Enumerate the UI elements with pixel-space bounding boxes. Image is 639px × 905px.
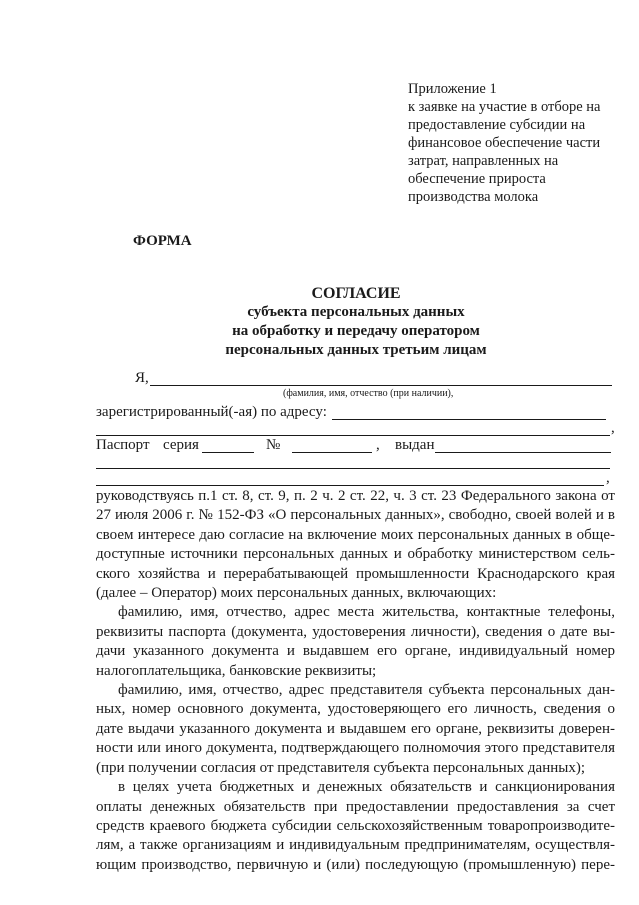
annex-line: Приложение 1 [408, 81, 497, 97]
annex-line: к заявке на участие в отборе на [408, 99, 601, 115]
annex-line: финансовое обеспечение части [408, 135, 601, 151]
title-line-2: субъекта персональных данных [247, 304, 465, 320]
text-line: 27 июля 2006 г. № 152-ФЗ «О персональных данных», свободно, своей волей и в [96, 507, 615, 524]
text-line: доступные источники персональных данных и обработку министерством сель- [96, 546, 615, 563]
text-line: дачи указанного документа и выдавшем его органе, индивидуальный номер [96, 643, 615, 660]
passport-number-field[interactable] [292, 452, 372, 453]
title-line-4: персональных данных третьим лицам [225, 342, 487, 358]
comma: , [611, 420, 615, 436]
document-title [96, 284, 616, 360]
passport-series-field[interactable] [202, 452, 254, 453]
ya-label: Я, [135, 370, 149, 386]
form-label: ФОРМА [133, 233, 192, 249]
title-line-3: на обработку и передачу оператором [232, 323, 480, 339]
registered-label: зарегистрированный(-ая) по адресу: [96, 404, 327, 420]
text-line: (при получении согласия от представителя субъекта персональных данных); [96, 759, 586, 776]
text-line: налогоплательщика, банковские реквизиты; [96, 662, 377, 679]
series-label: серия [163, 437, 199, 453]
issued-label: выдан [395, 437, 435, 453]
passport-label: Паспорт [96, 437, 150, 453]
text-line: реквизиты паспорта (документа, удостоверения личности), сведения о дате вы- [96, 623, 615, 640]
text-line: ности или иного документа, подтверждающего полномочия этого представителя [96, 740, 615, 757]
text-line: в целях учета бюджетных и денежных обязательств и санкционирования [118, 779, 615, 796]
consent-body [96, 487, 615, 875]
address-field-line-2[interactable] [96, 435, 610, 436]
text-line: руководствуясь п.1 ст. 8, ст. 9, п. 2 ч. 2 ст. 22, ч. 3 ст. 23 Федерального закона от [96, 488, 615, 504]
issued-by-field-line-2[interactable] [96, 468, 610, 469]
text-line: оплаты денежных обязательств при предоставлении предоставления за счет [96, 798, 615, 815]
text-line: средств краевого бюджета субсидии сельскохозяйственным товаропроизводите- [96, 817, 615, 834]
comma: , [376, 437, 380, 453]
text-line: ского хозяйства и перерабатывающей промышленности Краснодарского края [96, 565, 615, 582]
text-line: ных, номер основного документа, удостоверяющего его личность, сведения о [96, 701, 615, 718]
annex-block [408, 80, 626, 206]
text-line: ющим производство, первичную и (или) последующую (промышленную) пере- [96, 856, 615, 873]
annex-line: предоставление субсидии на [408, 117, 586, 133]
comma: , [606, 470, 610, 486]
title-line-1: СОГЛАСИЕ [311, 285, 401, 302]
issued-by-field-line-3[interactable] [96, 485, 604, 486]
annex-line: затрат, направленных на [408, 153, 559, 169]
fio-hint: (фамилия, имя, отчество (при наличии), [283, 388, 454, 399]
paragraph-3 [96, 681, 615, 778]
text-line: дате выдачи указанного документа и выдавшем его органе, реквизиты доверен- [96, 720, 615, 737]
text-line: фамилию, имя, отчество, адрес места жительства, контактные телефоны, [118, 604, 615, 621]
text-line: лям, а также организациям и индивидуальным предпринимателям, осуществля- [96, 837, 615, 854]
number-label: № [266, 437, 281, 453]
paragraph-2 [96, 603, 615, 681]
text-line: фамилию, имя, отчество, адрес представителя субъекта персональных дан- [118, 682, 615, 699]
paragraph-1 [96, 487, 615, 603]
issued-by-field[interactable] [435, 452, 611, 453]
paragraph-4 [96, 778, 615, 875]
annex-line: производства молока [408, 189, 539, 205]
address-field[interactable] [332, 419, 606, 420]
text-line: своем интересе даю согласие на включение моих персональных данных в обще- [96, 526, 615, 543]
annex-line: обеспечение прироста [408, 171, 546, 187]
text-line: (далее – Оператор) моих персональных данных, включающих: [96, 585, 497, 602]
fio-field[interactable] [150, 385, 612, 386]
